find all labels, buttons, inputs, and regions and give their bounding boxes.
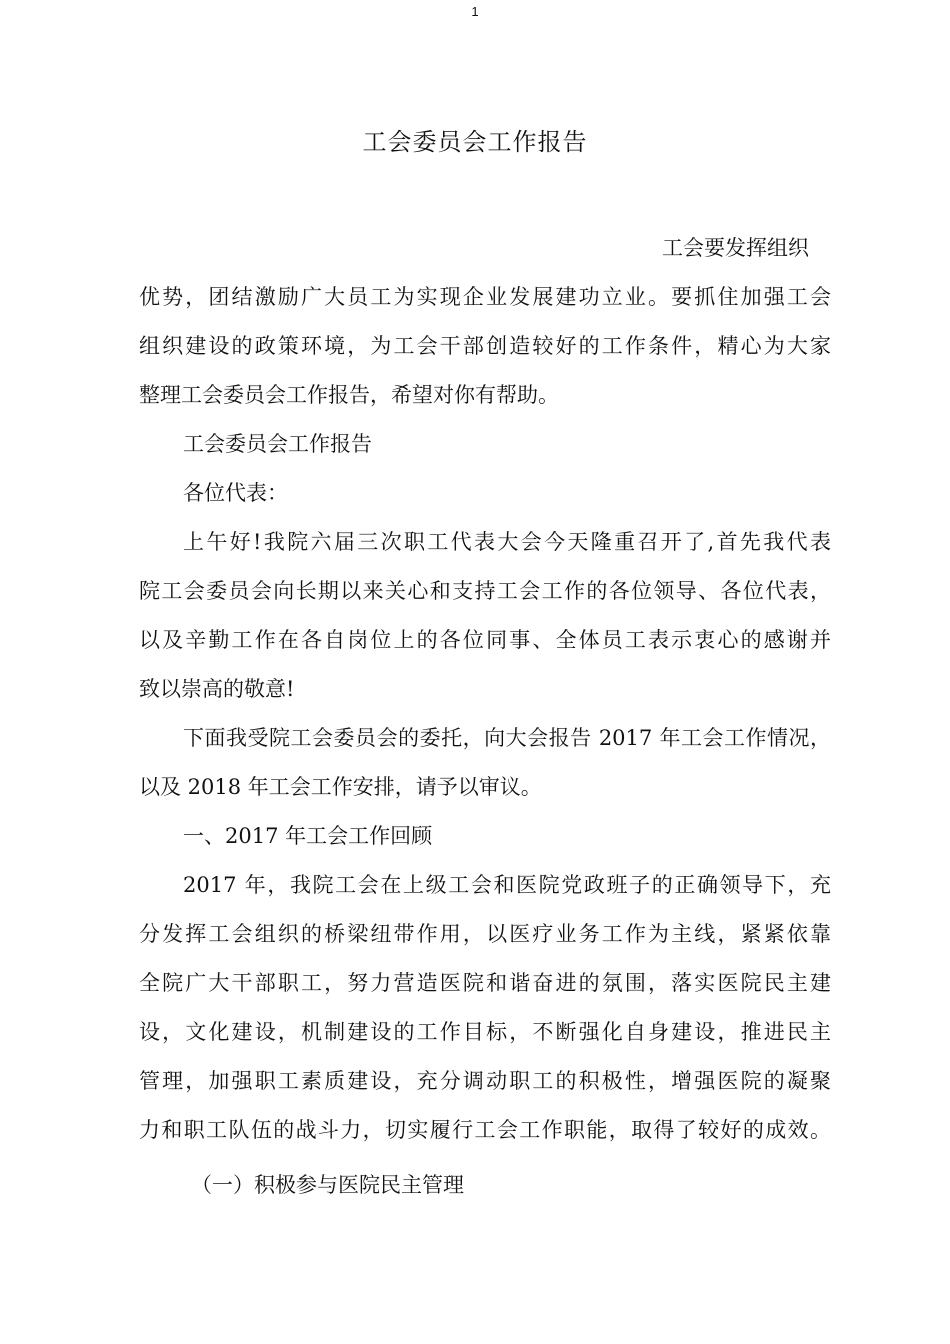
paragraph-line: 力和职工队伍的战斗力，切实履行工会工作职能，取得了较好的成效。 — [139, 1118, 831, 1142]
paragraph-line: 优势，团结激励广大员工为实现企业发展建功立业。要抓住加强工会 — [139, 285, 831, 309]
paragraph-line: 以及辛勤工作在各自岗位上的各位同事、全体员工表示衷心的感谢并 — [139, 628, 831, 652]
paragraph-line: 管理，加强职工素质建设，充分调动职工的积极性，增强医院的凝聚 — [139, 1069, 831, 1093]
paragraph-line: 整理工会委员会工作报告，希望对你有帮助。 — [139, 383, 559, 407]
paragraph-line: 以及 2018 年工会工作安排，请予以审议。 — [139, 775, 542, 799]
subsection-heading: （一）积极参与医院民主管理 — [191, 1173, 464, 1197]
document-title: 工会委员会工作报告 — [362, 128, 588, 156]
paragraph-line: 下面我受院工会委员会的委托，向大会报告 2017 年工会工作情况， — [183, 726, 831, 750]
section-heading: 一、2017 年工会工作回顾 — [183, 824, 433, 848]
paragraph-line: 组织建设的政策环境，为工会干部创造较好的工作条件，精心为大家 — [139, 334, 831, 358]
paragraph-line: 2017 年，我院工会在上级工会和医院党政班子的正确领导下，充 — [183, 873, 831, 897]
paragraph-line: 院工会委员会向长期以来关心和支持工会工作的各位领导、各位代表， — [139, 579, 831, 603]
paragraph-line: 上午好!我院六届三次职工代表大会今天隆重召开了,首先我代表 — [183, 530, 831, 554]
paragraph-line: 设，文化建设，机制建设的工作目标，不断强化自身建设，推进民主 — [139, 1020, 831, 1044]
paragraph-line: 致以崇高的敬意! — [139, 677, 295, 701]
paragraph-line: 全院广大干部职工，努力营造医院和谐奋进的氛围，落实医院民主建 — [139, 971, 831, 995]
page-number: 1 — [471, 4, 479, 19]
paragraph-line: 分发挥工会组织的桥梁纽带作用，以医疗业务工作为主线，紧紧依靠 — [139, 922, 831, 946]
document-body — [139, 224, 831, 1210]
intro-head-line: 工会要发挥组织 — [662, 236, 809, 260]
section-heading: 工会委员会工作报告 — [183, 432, 372, 456]
salutation: 各位代表： — [183, 481, 288, 505]
